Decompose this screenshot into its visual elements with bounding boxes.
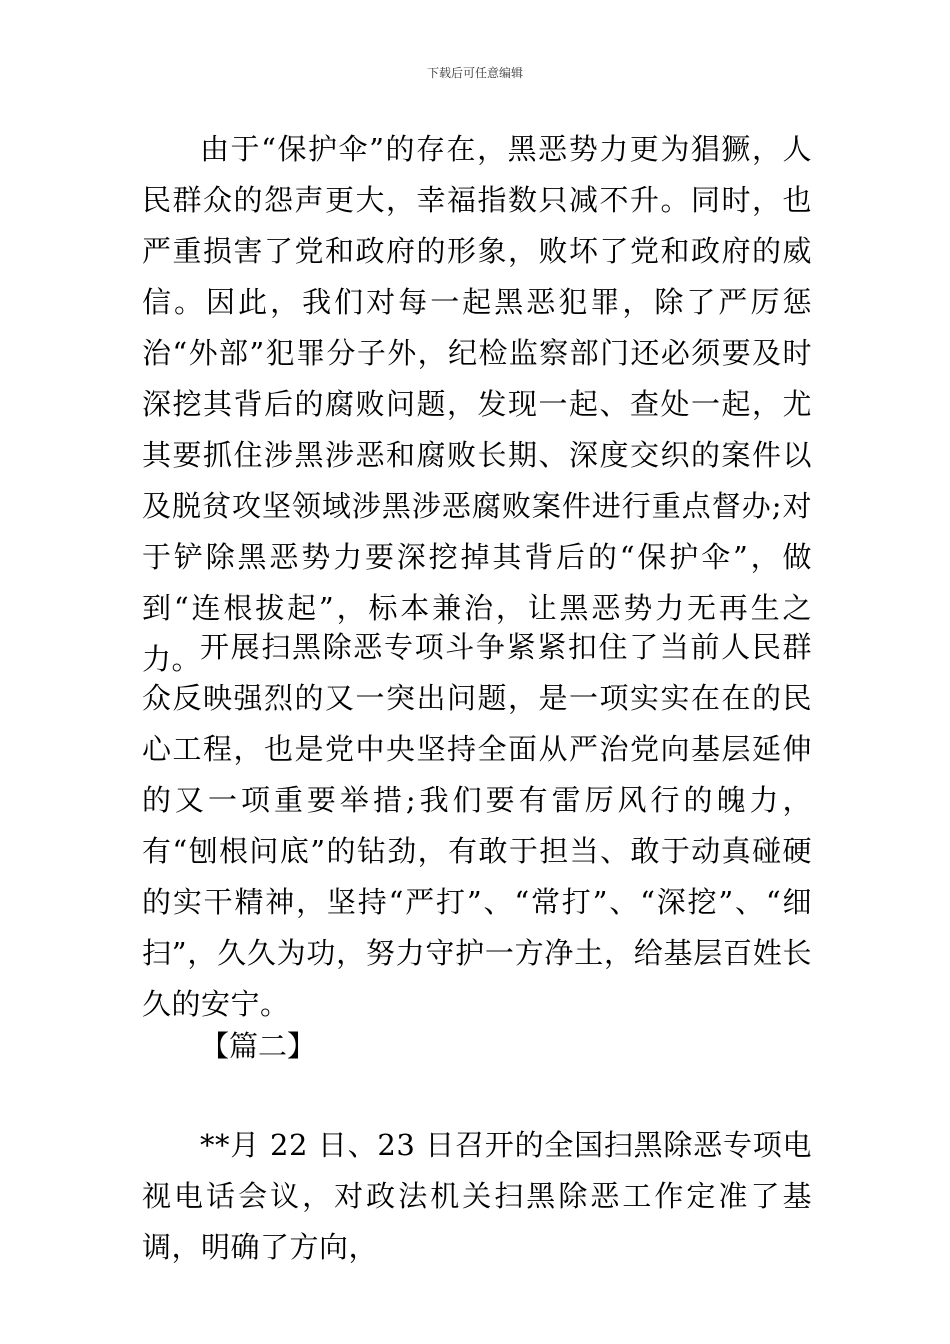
body-paragraph: 开展扫黑除恶专项斗争紧紧扣住了当前人民群众反映强烈的又一突出问题，是一项实实在在的民心工程，也是党中央坚持全面从严治党向基层延伸的又一项重要举措;我们要有雷厉风行的魄力，有“刨根问底”的钻劲，有敢于担当、敢于动真碰硬的实干精神，坚持“严打”、“常打”、“深挖”、“细扫”，久久为功，努力守护一方净土，给基层百姓长久的安宁。: [142, 630, 812, 1021]
body-paragraph: **月 22 日、23 日召开的全国扫黑除恶专项电视电话会议，对政法机关扫黑除恶工作定准了基调，明确了方向，: [142, 1128, 812, 1264]
section-heading: 【篇二】: [200, 1029, 317, 1063]
page-header-note: 下载后可任意编辑: [426, 66, 523, 80]
body-paragraph: 由于“保护伞”的存在，黑恶势力更为猖獗，人民群众的怨声更大，幸福指数只减不升。同时，也严重损害了党和政府的形象，败坏了党和政府的威信。因此，我们对每一起黑恶犯罪，除了严厉惩治“外部”犯罪分子外，纪检监察部门还必须要及时深挖其背后的腐败问题，发现一起、查处一起，尤其要抓住涉黑涉恶和腐败长期、深度交织的案件以及脱贫攻坚领域涉黑涉恶腐败案件进行重点督办;对于铲除黑恶势力要深挖掉其背后的“保护伞”，做到“连根拔起”，标本兼治，让黑恶势力无再生之力。: [142, 132, 812, 676]
